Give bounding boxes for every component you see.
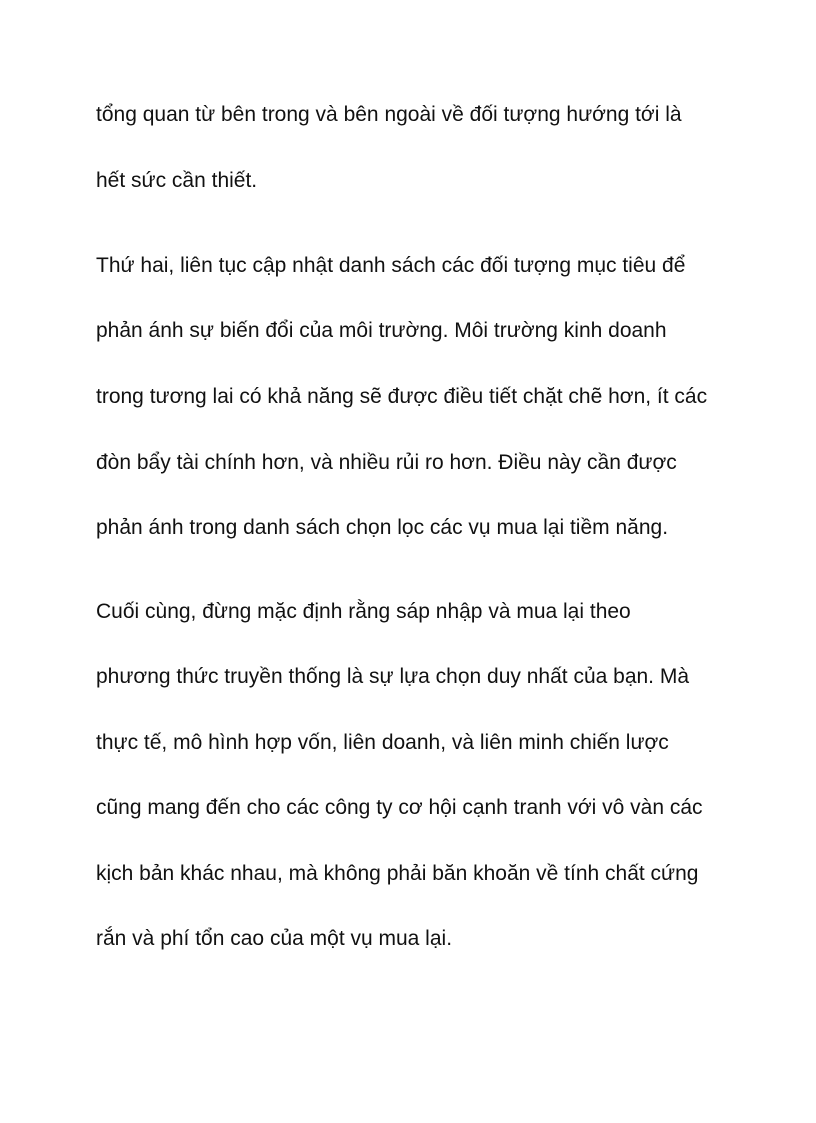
- text-line: trong tương lai có khả năng sẽ được điều tiết chặt chẽ hơn, ít các: [96, 385, 708, 408]
- text-line: phản ánh sự biến đổi của môi trường. Môi trường kinh doanh: [96, 319, 667, 342]
- text-line: đòn bẩy tài chính hơn, và nhiều rủi ro hơn. Điều này cần được: [96, 451, 677, 474]
- text-line: kịch bản khác nhau, mà không phải băn khoăn về tính chất cứng: [96, 862, 699, 885]
- text-line: tổng quan từ bên trong và bên ngoài về đối tượng hướng tới là: [96, 103, 682, 126]
- text-line: phương thức truyền thống là sự lựa chọn duy nhất của bạn. Mà: [96, 665, 690, 688]
- text-line: rắn và phí tổn cao của một vụ mua lại.: [96, 927, 453, 950]
- text-line: Cuối cùng, đừng mặc định rằng sáp nhập và mua lại theo: [96, 600, 631, 623]
- text-line: phản ánh trong danh sách chọn lọc các vụ mua lại tiềm năng.: [96, 516, 669, 539]
- text-line: hết sức cần thiết.: [96, 169, 258, 192]
- text-line: Thứ hai, liên tục cập nhật danh sách các đối tượng mục tiêu để: [96, 254, 686, 277]
- text-line: thực tế, mô hình hợp vốn, liên doanh, và liên minh chiến lược: [96, 731, 669, 754]
- text-line: cũng mang đến cho các công ty cơ hội cạnh tranh với vô vàn các: [96, 796, 703, 819]
